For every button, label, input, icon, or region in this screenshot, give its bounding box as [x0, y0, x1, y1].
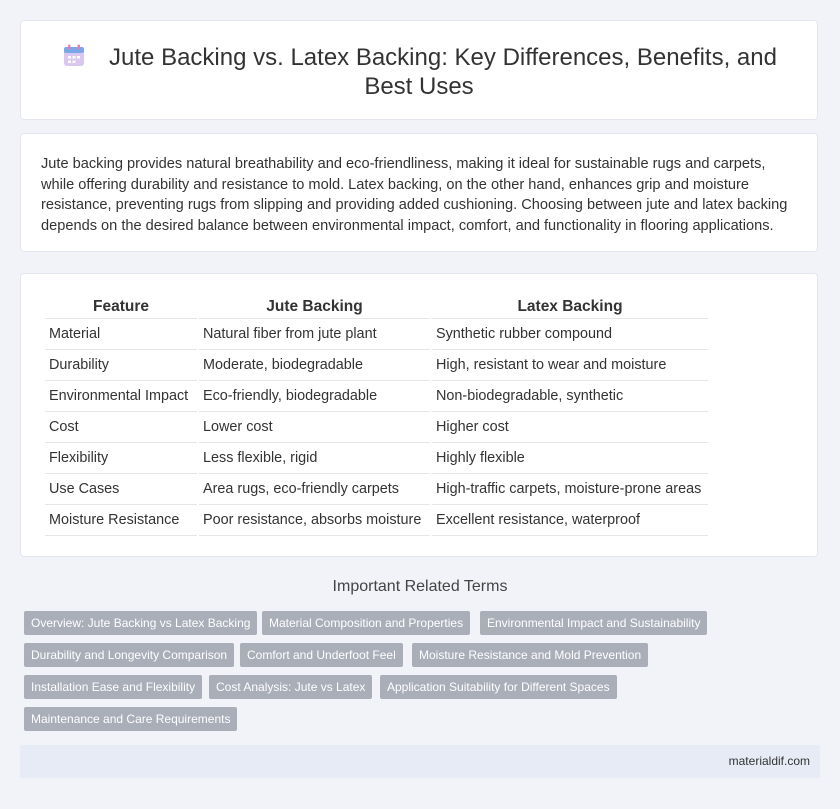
related-term-tag[interactable]: Installation Ease and Flexibility — [24, 675, 202, 699]
intro-paragraph: Jute backing provides natural breathability and eco-friendliness, making it ideal for sustainable rugs and carpets, while offering durability and resistance to mold. Latex backing, on the other hand, enhances grip and moisture resistance, preventing rugs from slipping and providing added cushioning. Choosing between jute and latex backing depends on the desired balance between environmental impact, comfort, and functionality in flooring applications. — [41, 156, 788, 234]
table-row — [45, 350, 708, 381]
cell-latex: Excellent resistance, waterproof — [432, 505, 708, 536]
cell-latex: High, resistant to wear and moisture — [432, 350, 708, 381]
related-term-tag[interactable]: Moisture Resistance and Mold Prevention — [412, 643, 648, 667]
cell-feature: Flexibility — [45, 443, 197, 474]
cell-latex: Synthetic rubber compound — [432, 319, 708, 350]
cell-feature: Cost — [45, 412, 197, 443]
cell-jute: Poor resistance, absorbs moisture — [199, 505, 430, 536]
cell-jute: Less flexible, rigid — [199, 443, 430, 474]
cell-feature: Use Cases — [45, 474, 197, 505]
page-title-wrap — [61, 43, 777, 101]
cell-jute: Area rugs, eco-friendly carpets — [199, 474, 430, 505]
related-term-tag[interactable]: Application Suitability for Different Spaces — [380, 675, 617, 699]
table-header-row — [45, 296, 708, 319]
related-terms-title: Important Related Terms — [332, 578, 508, 595]
header-latex: Latex Backing — [432, 296, 708, 319]
related-term-tag[interactable]: Comfort and Underfoot Feel — [240, 643, 403, 667]
footer — [20, 745, 820, 778]
comparison-table — [43, 296, 710, 536]
related-term-tag[interactable]: Durability and Longevity Comparison — [24, 643, 234, 667]
related-term-tag[interactable]: Overview: Jute Backing vs Latex Backing — [24, 611, 257, 635]
cell-jute: Natural fiber from jute plant — [199, 319, 430, 350]
related-term-tag[interactable]: Cost Analysis: Jute vs Latex — [209, 675, 372, 699]
cell-latex: High-traffic carpets, moisture-prone areas — [432, 474, 708, 505]
header-jute: Jute Backing — [199, 296, 430, 319]
comparison-card — [20, 273, 818, 557]
title-card — [20, 20, 818, 120]
page-title: Jute Backing vs. Latex Backing: Key Differences, Benefits, and Best Uses — [109, 44, 777, 100]
related-term-tag[interactable]: Material Composition and Properties — [262, 611, 470, 635]
cell-jute: Eco-friendly, biodegradable — [199, 381, 430, 412]
cell-feature: Environmental Impact — [45, 381, 197, 412]
table-row — [45, 443, 708, 474]
table-row — [45, 412, 708, 443]
cell-latex: Highly flexible — [432, 443, 708, 474]
calendar-icon — [61, 43, 87, 69]
cell-feature: Moisture Resistance — [45, 505, 197, 536]
header-feature: Feature — [45, 296, 197, 319]
cell-jute: Lower cost — [199, 412, 430, 443]
cell-feature: Material — [45, 319, 197, 350]
table-row — [45, 319, 708, 350]
cell-latex: Higher cost — [432, 412, 708, 443]
table-row — [45, 505, 708, 536]
table-row — [45, 381, 708, 412]
footer-site-link[interactable]: materialdif.com — [728, 754, 810, 768]
table-row — [45, 474, 708, 505]
cell-feature: Durability — [45, 350, 197, 381]
related-term-tag[interactable]: Environmental Impact and Sustainability — [480, 611, 707, 635]
intro-card — [20, 133, 818, 252]
cell-jute: Moderate, biodegradable — [199, 350, 430, 381]
related-term-tag[interactable]: Maintenance and Care Requirements — [24, 707, 237, 731]
cell-latex: Non-biodegradable, synthetic — [432, 381, 708, 412]
